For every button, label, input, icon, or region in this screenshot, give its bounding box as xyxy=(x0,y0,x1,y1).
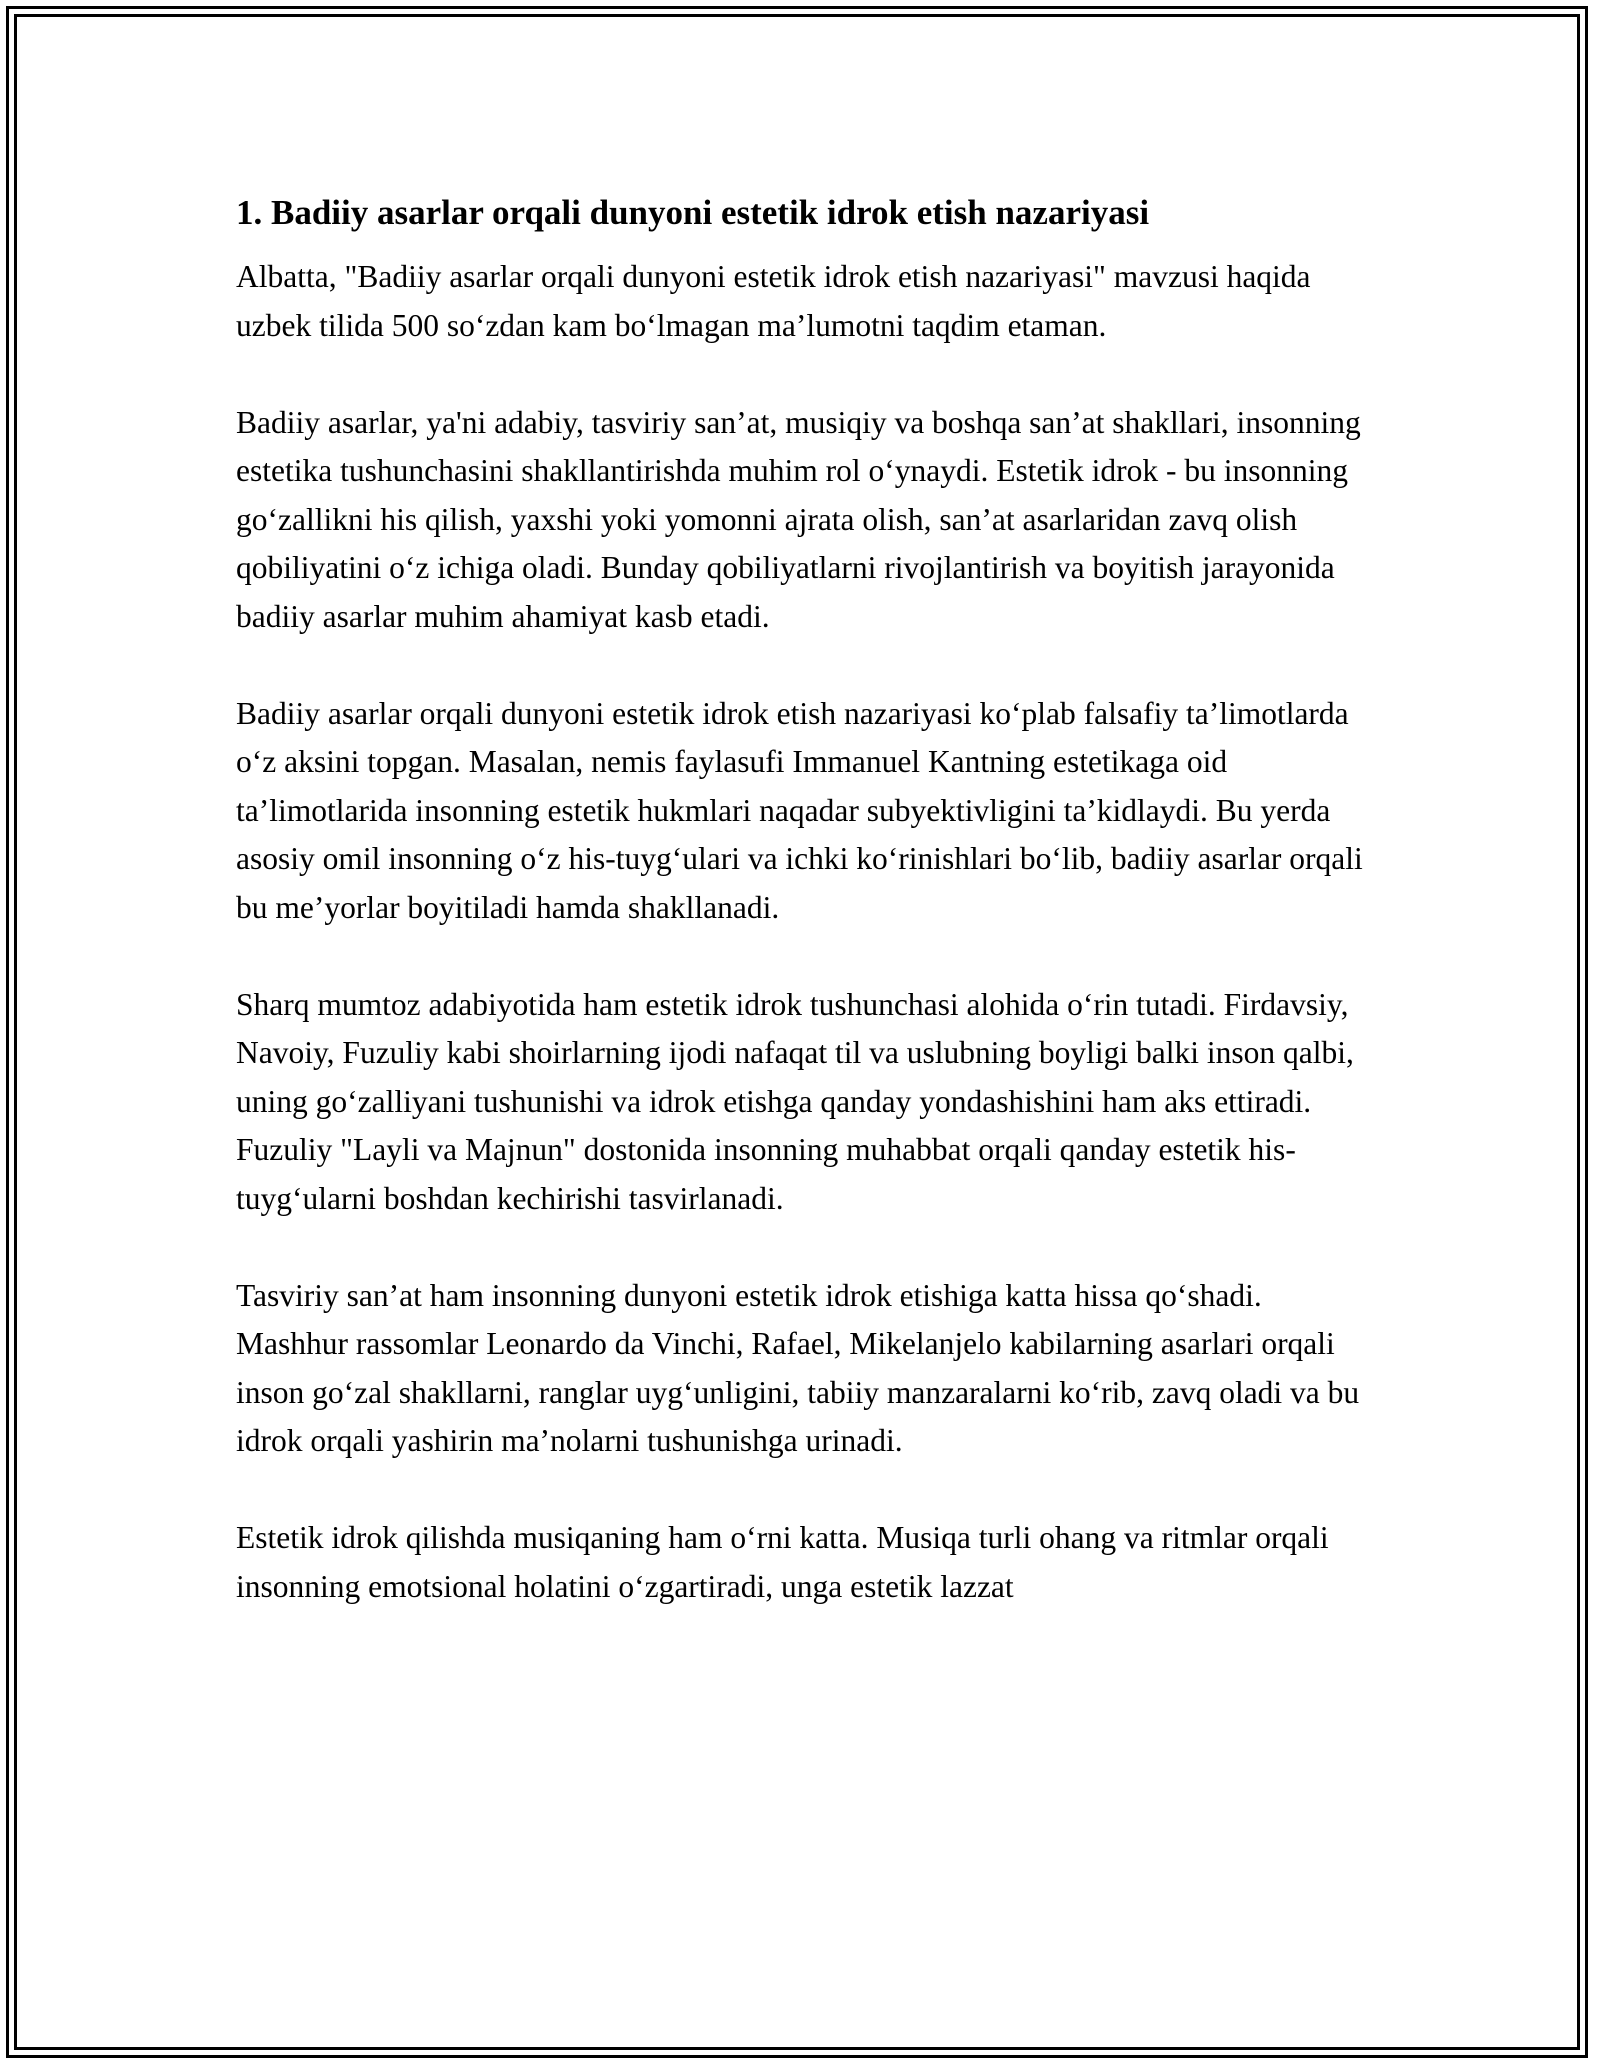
paragraph-art-forms: Badiiy asarlar, ya'ni adabiy, tasviriy san’at, musiqiy va boshqa san’at shakllari, insonning estetika tushunchasini shakllantirishda muhim rol o‘ynaydi. Estetik idrok - bu insonning go‘zallikni his qilish, yaxshi yoki yomonni ajrata olish, san’at asarlaridan zavq olish qobiliyatini o‘z ichiga oladi. Bunday qobiliyatlarni rivojlantirish va boyitish jarayonida badiiy asarlar muhim ahamiyat kasb etadi. xyxy=(236,404,1361,634)
document-title: 1. Badiiy asarlar orqali dunyoni estetik idrok etish nazariyasi xyxy=(236,193,1150,232)
paragraph-visual-art: Tasviriy san’at ham insonning dunyoni estetik idrok etishiga katta hissa qo‘shadi. Mashhur rassomlar Leonardo da Vinchi, Rafael, Mikelanjelo kabilarning asarlari orqali inson go‘zal shakllarni, ranglar uyg‘unligini, tabiiy manzaralarni ko‘rib, zavq oladi va bu idrok orqali yashirin ma’nolarni tushunishga urinadi. xyxy=(236,1277,1360,1458)
document-body xyxy=(236,190,1366,1660)
paragraph-philosophy: Badiiy asarlar orqali dunyoni estetik idrok etish nazariyasi ko‘plab falsafiy ta’limotlarda o‘z aksini topgan. Masalan, nemis faylasufi Immanuel Kantning estetikaga oid ta’limotlarida insonning estetik hukmlari naqadar subyektivligini ta’kidlaydi. Bu yerda asosiy omil insonning o‘z his-tuyg‘ulari va ichki ko‘rinishlari bo‘lib, badiiy asarlar orqali bu me’yorlar boyitiladi hamda shakllanadi. xyxy=(236,695,1363,925)
paragraph-music: Estetik idrok qilishda musiqaning ham o‘rni katta. Musiqa turli ohang va ritmlar orqali insonning emotsional holatini o‘zgartiradi, unga estetik lazzat xyxy=(236,1520,1329,1604)
paragraph-intro: Albatta, "Badiiy asarlar orqali dunyoni estetik idrok etish nazariyasi" mavzusi haqida uzbek tilida 500 so‘zdan kam bo‘lmagan ma’lumotni taqdim etaman. xyxy=(236,259,1311,343)
paragraph-eastern-literature: Sharq mumtoz adabiyotida ham estetik idrok tushunchasi alohida o‘rin tutadi. Firdavsiy, Navoiy, Fuzuliy kabi shoirlarning ijodi nafaqat til va uslubning boyligi balki inson qalbi, uning go‘zalliyani tushunishi va idrok etishga qanday yondashishini ham aks ettiradi. Fuzuliy "Layli va Majnun" dostonida insonning muhabbat orqali qanday estetik his-tuyg‘ularni boshdan kechirishi tasvirlanadi. xyxy=(236,986,1354,1216)
